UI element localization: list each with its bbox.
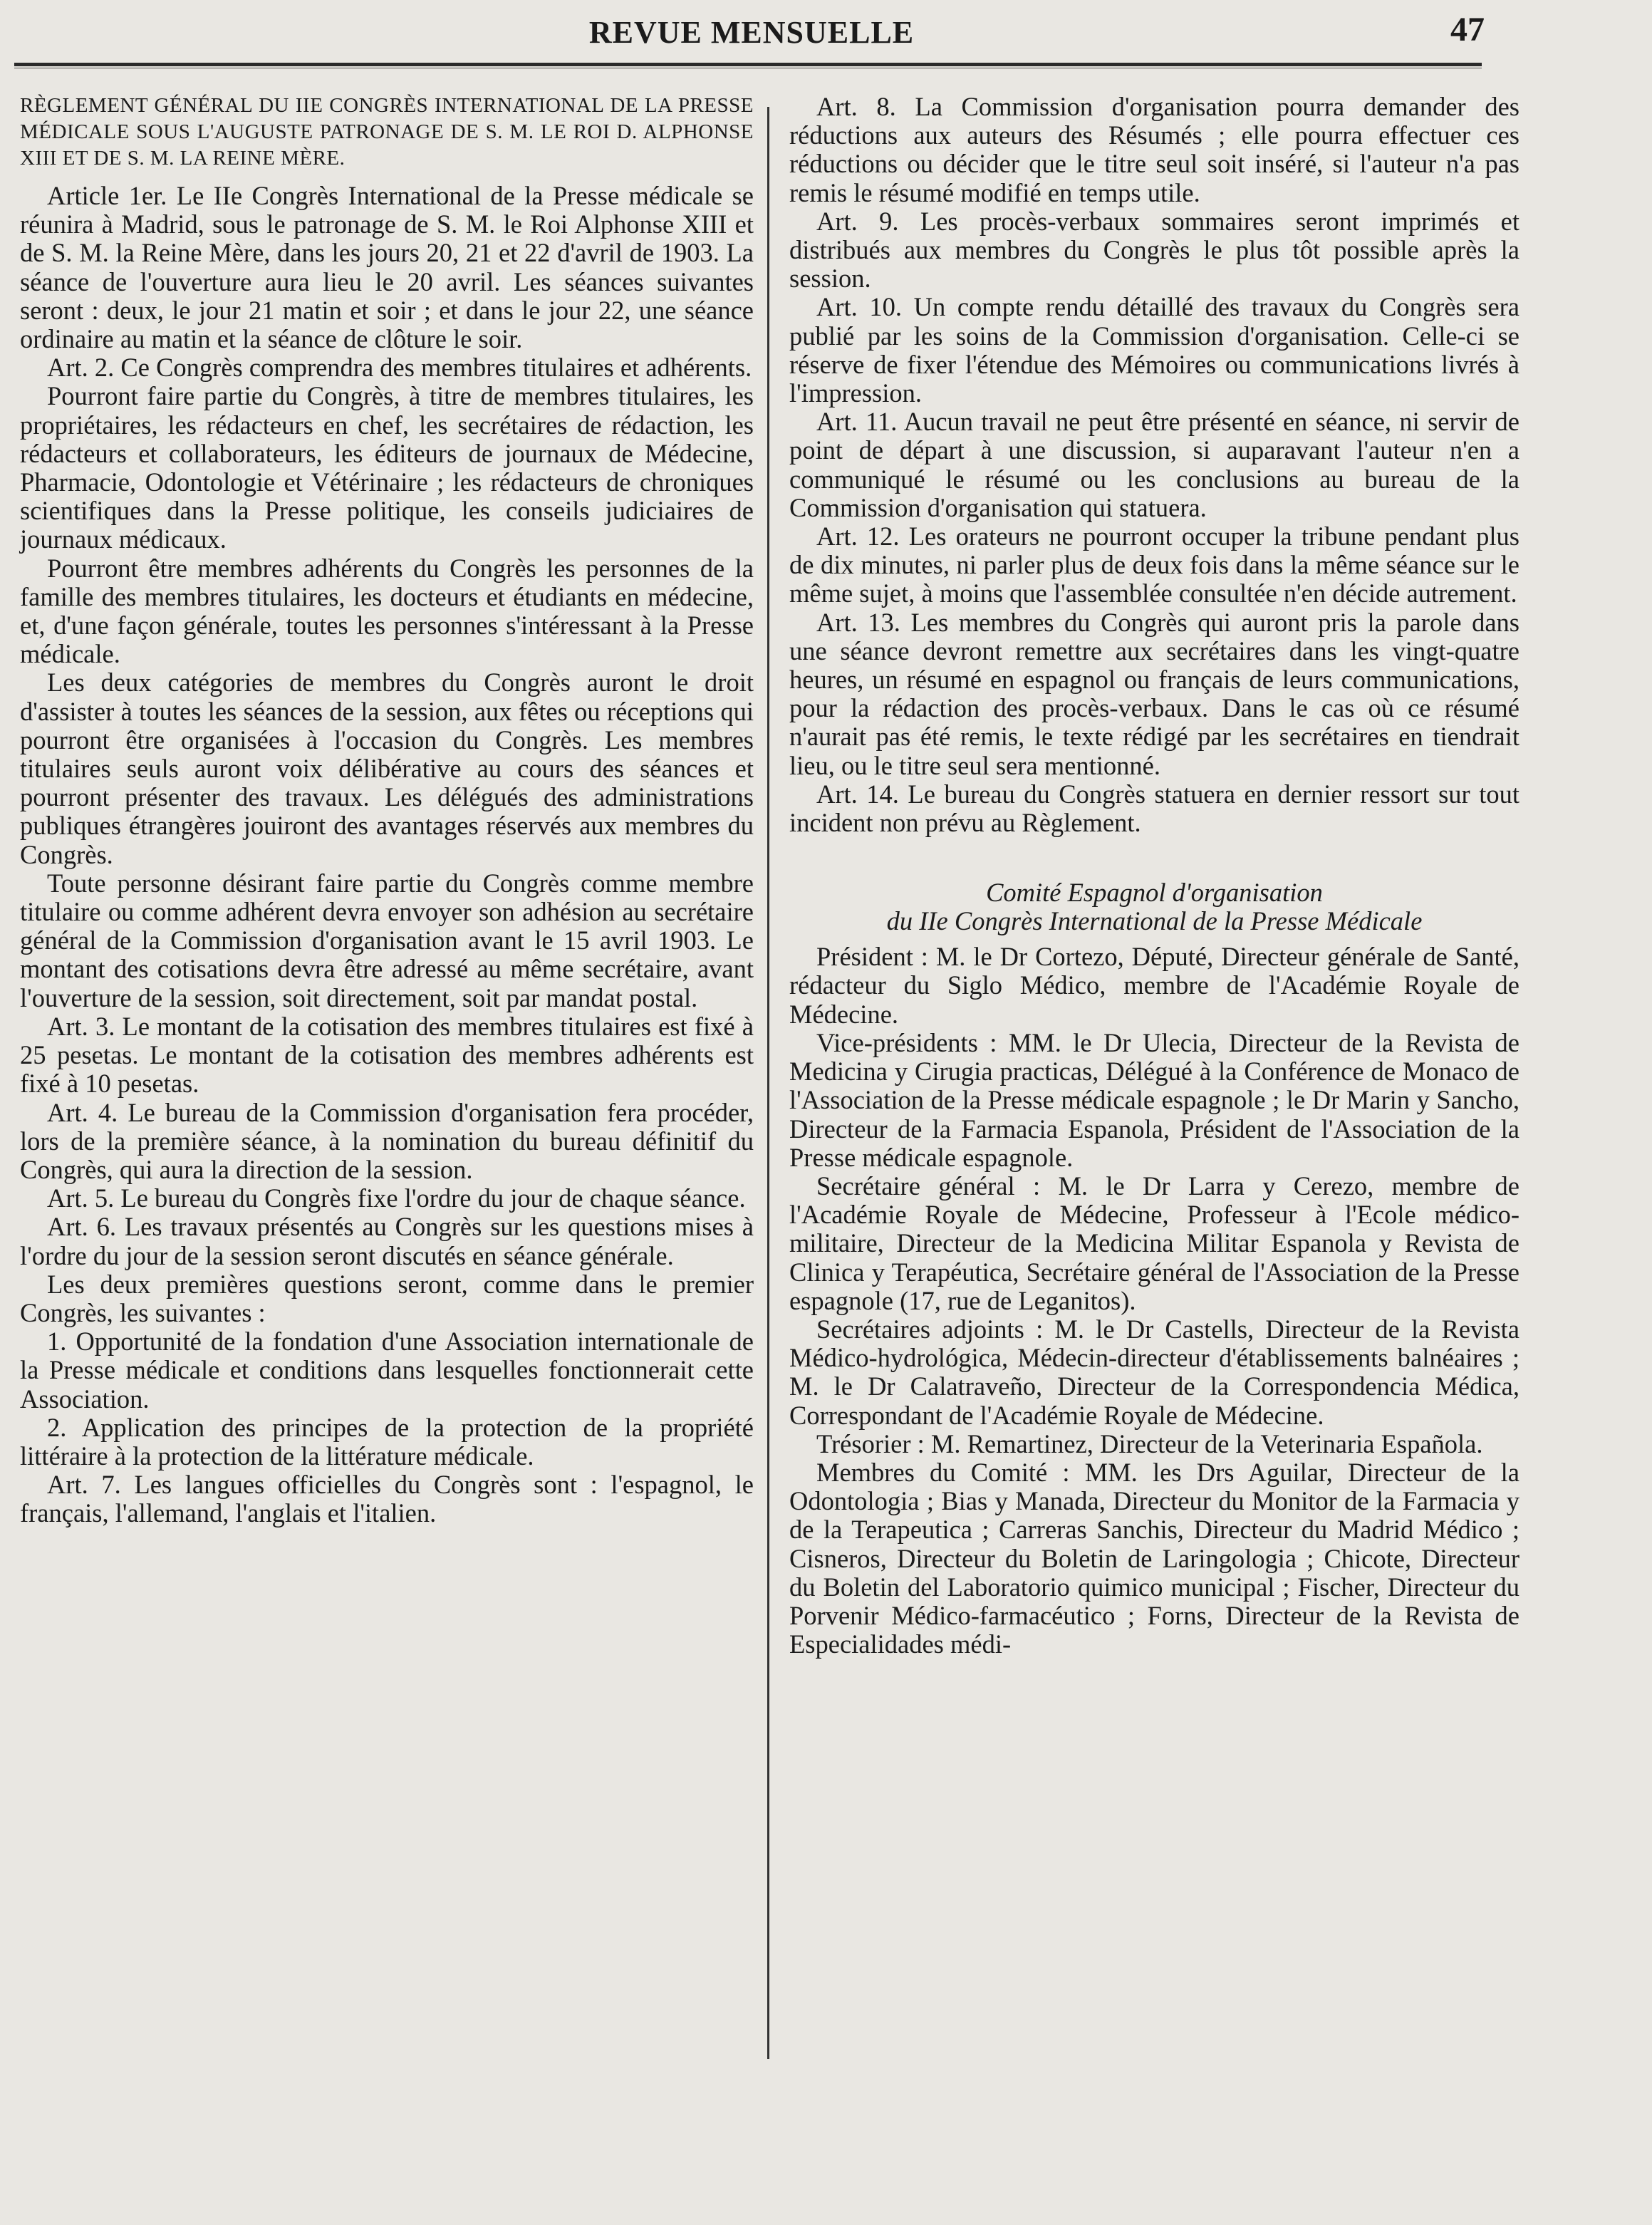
paragraph: Les deux premières questions seront, comme dans le premier Congrès, les suivantes : bbox=[20, 1269, 754, 1327]
article-4: Art. 4. Le bureau de la Commission d'organisation fera procéder, lors de la première séance, à la nomination du bureau définitif du Congrès, qui aura la direction de la session. bbox=[20, 1097, 754, 1184]
article-8: Art. 8. La Commission d'organisation pourra demander des réductions aux auteurs des Résumés ; elle pourra effectuer ces réductions ou décider que le titre seul soit inséré, si l'auteur n'a pas remis le résumé modifié en temps utile. bbox=[789, 92, 1519, 207]
question-2: 2. Application des principes de la protection de la propriété littéraire à la protection de la littérature médicale. bbox=[20, 1412, 754, 1471]
article-10: Art. 10. Un compte rendu détaillé des travaux du Congrès sera publié par les soins de la Commission d'organisation. Celle-ci se réserve de fixer l'étendue des Mémoires ou communications livrés à l'impression. bbox=[789, 292, 1519, 408]
article-5: Art. 5. Le bureau du Congrès fixe l'ordre du jour de chaque séance. bbox=[47, 1183, 746, 1213]
page-number: 47 bbox=[1450, 11, 1485, 48]
committee-treasurer: Trésorier : M. Remartinez, Directeur de la Veterinaria Española. bbox=[816, 1428, 1483, 1458]
paragraph: Pourront être membres adhérents du Congrès les personnes de la famille des membres titulaires, les docteurs et étudiants en médecine, et, d'une façon générale, toutes les personnes s'intéressant à la Presse médicale. bbox=[20, 553, 754, 669]
article-6: Art. 6. Les travaux présentés au Congrès sur les questions mises à l'ordre du jour de la session seront discutés en séance générale. bbox=[20, 1212, 754, 1270]
right-column bbox=[789, 93, 1519, 1659]
article-11: Art. 11. Aucun travail ne peut être présenté en séance, ni servir de point de départ à une discussion, si auparavant l'auteur n'en a communiqué le résumé ou les conclusions au bureau de la Commission d'organisation qui statuera. bbox=[789, 407, 1519, 522]
committee-secretary-general: Secrétaire général : M. le Dr Larra y Cerezo, membre de l'Académie Royale de Médecine, Professeur à l'Ecole médico-militaire, Directeur de la Medicina Militar Espanola y Revista de Clinica y Terapéutica, Secrétaire général de l'Association de la Presse espagnole (17, rue de Leganitos). bbox=[789, 1171, 1519, 1315]
paragraph: Toute personne désirant faire partie du Congrès comme membre titulaire ou comme adhérent devra envoyer son adhésion au secrétaire général de la Commission d'organisation avant le 15 avril 1903. Le montant des cotisations devra être adressé au même secrétaire, avant l'ouverture de la session, soit directement, soit par mandat postal. bbox=[20, 868, 754, 1012]
article-7: Art. 7. Les langues officielles du Congrès sont : l'espagnol, le français, l'allemand, l'anglais et l'italien. bbox=[20, 1470, 754, 1528]
question-1: 1. Opportunité de la fondation d'une Association internationale de la Presse médicale et conditions dans lesquelles fonctionnerait cette Association. bbox=[20, 1327, 754, 1414]
column-divider bbox=[767, 107, 769, 2059]
article-3: Art. 3. Le montant de la cotisation des membres titulaires est fixé à 25 pesetas. Le montant de la cotisation des membres adhérents est fixé à 10 pesetas. bbox=[20, 1011, 754, 1099]
committee-assistant-secretaries: Secrétaires adjoints : M. le Dr Castells, Directeur de la Revista Médico-hydrológica, Médecin-directeur d'établissements balnéaires ; M. le Dr Calatraveño, Directeur de la Correspondencia Médica, Correspondant de l'Académie Royale de Médecine. bbox=[789, 1314, 1519, 1430]
left-column bbox=[20, 93, 754, 1528]
committee-vice-presidents: Vice-présidents : MM. le Dr Ulecia, Directeur de la Revista de Medicina y Cirugia practicas, Délégué à la Conférence de Monaco de l'Association de la Presse médicale espagnole ; le Dr Marin y Sancho, Directeur de la Farmacia Espanola, Président de l'Association de la Presse médicale espagnole. bbox=[789, 1027, 1519, 1172]
paragraph: Pourront faire partie du Congrès, à titre de membres titulaires, les propriétaires, les rédacteurs en chef, les secrétaires de rédaction, les rédacteurs et collaborateurs, les éditeurs de journaux de Médecine, Pharmacie, Odontologie et Vétérinaire ; les rédacteurs de chroniques scientifiques dans la Presse politique, les conseils judiciaires de journaux médicaux. bbox=[20, 381, 754, 554]
committee-subtitle: du IIe Congrès International de la Presse Médicale bbox=[886, 906, 1423, 936]
section-heading: RÈGLEMENT GÉNÉRAL DU IIE CONGRÈS INTERNATIONAL DE LA PRESSE MÉDICALE SOUS L'AUGUSTE PATRONAGE DE S. M. LE ROI D. ALPHONSE XIII ET DE S. M. LA REINE MÈRE. bbox=[20, 94, 754, 170]
article-12: Art. 12. Les orateurs ne pourront occuper la tribune pendant plus de dix minutes, ni parler plus de deux fois dans la même séance sur le même sujet, à moins que l'assemblée consultée n'en décide autrement. bbox=[789, 522, 1519, 608]
page-header bbox=[14, 9, 1489, 54]
running-title: REVUE MENSUELLE bbox=[588, 15, 915, 50]
article-9: Art. 9. Les procès-verbaux sommaires seront imprimés et distribués aux membres du Congrès le plus tôt possible après la session. bbox=[789, 206, 1519, 294]
committee-title: Comité Espagnol d'organisation bbox=[986, 878, 1323, 908]
article-2: Art. 2. Ce Congrès comprendra des membres titulaires et adhérents. bbox=[47, 353, 752, 383]
article-1: Article 1er. Le IIe Congrès International de la Presse médicale se réunira à Madrid, sous le patronage de S. M. le Roi Alphonse XIII et de S. M. la Reine Mère, dans les jours 20, 21 et 22 d'avril de 1903. La séance de l'ouverture aura lieu le 20 avril. Les séances suivantes seront : deux, le jour 21 matin et soir ; et dans le jour 22, une séance ordinaire au matin et la séance de clôture le soir. bbox=[20, 181, 754, 354]
article-14: Art. 14. Le bureau du Congrès statuera en dernier ressort sur tout incident non prévu au Règlement. bbox=[789, 779, 1519, 838]
header-rule bbox=[14, 63, 1482, 68]
article-13: Art. 13. Les membres du Congrès qui auront pris la parole dans une séance devront remettre aux secrétaires dans les vingt-quatre heures, un résumé en espagnol ou français de leurs communications, pour la rédaction des procès-verbaux. Dans le cas où ce résumé n'aurait pas été remis, le texte rédigé par les secrétaires en tiendrait lieu, ou le titre seul sera mentionné. bbox=[789, 607, 1519, 780]
committee-president: Président : M. le Dr Cortezo, Député, Directeur générale de Santé, rédacteur du Siglo Médico, membre de l'Académie Royale de Médecine. bbox=[789, 942, 1519, 1029]
committee-members: Membres du Comité : MM. les Drs Aguilar, Directeur de la Odontologia ; Bias y Manada, Directeur du Monitor de la Farmacia y de la Terapeutica ; Carreras Sanchis, Directeur du Madrid Médico ; Cisneros, Directeur du Boletin de Laringologia ; Chicote, Directeur du Boletin del Laboratorio quimico municipal ; Fischer, Directeur du Porvenir Médico-farmacéutico ; Forns, Directeur de la Revista de Especialidades médi- bbox=[789, 1457, 1519, 1659]
paragraph: Les deux catégories de membres du Congrès auront le droit d'assister à toutes les séances de la session, aux fêtes ou réceptions qui pourront être organisées à l'occasion du Congrès. Les membres titulaires seuls auront voix délibérative au cours des séances et pourront présenter des travaux. Les délégués des administrations publiques étrangères jouiront des avantages réservés aux membres du Congrès. bbox=[20, 668, 754, 869]
